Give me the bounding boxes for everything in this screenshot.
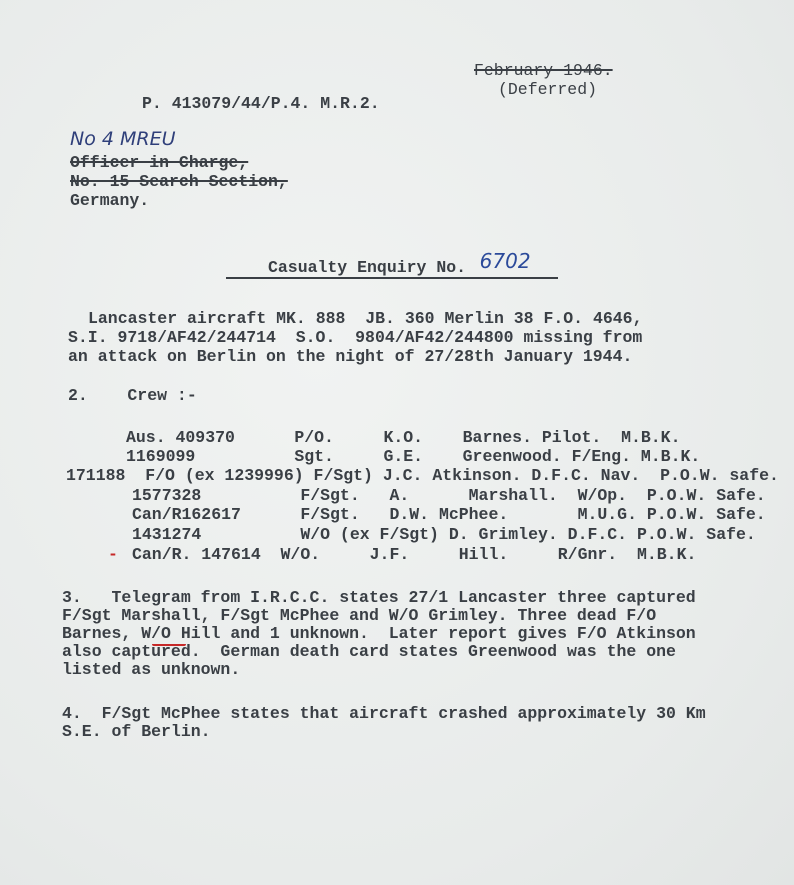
paragraph-line: an attack on Berlin on the night of 27/28th January 1944. [68,347,633,366]
handwritten-enquiry-number: 6702 [479,249,531,273]
date-struck: February 1946. [474,61,613,80]
paragraph-line: 4. F/Sgt McPhee states that aircraft crashed approximately 30 Km [62,704,706,723]
red-margin-mark: - [108,545,118,564]
title-label: Casualty Enquiry No. [268,258,467,277]
paragraph-line: S.E. of Berlin. [62,722,211,741]
paragraph-line: also captured. German death card states Greenwood was the one [62,642,676,661]
addressee-line-struck: No. 15 Search Section, [70,172,288,191]
addressee-country: Germany. [70,191,150,210]
crew-row: 1577328 F/Sgt. A. Marshall. W/Op. P.O.W. Safe. [132,486,766,505]
reference-number: P. 413079/44/P.4. M.R.2. [142,94,380,113]
paragraph-line: Barnes, W/O Hill and 1 unknown. Later report gives F/O Atkinson [62,624,696,643]
paragraph-line: listed as unknown. [62,660,241,679]
paragraph-line: S.I. 9718/AF42/244714 S.O. 9804/AF42/244800 missing from [68,328,643,347]
paragraph-line: Lancaster aircraft MK. 888 JB. 360 Merlin 38 F.O. 4646, [88,309,643,328]
handwritten-addressee: No 4 MREU [70,128,176,150]
crew-heading: 2. Crew :- [68,386,197,405]
crew-row: Can/R. 147614 W/O. J.F. Hill. R/Gnr. M.B.K. [132,545,697,564]
page-title [226,249,558,279]
crew-row: Aus. 409370 P/O. K.O. Barnes. Pilot. M.B.K. [126,428,681,447]
crew-row: 171188 F/O (ex 1239996) F/Sgt) J.C. Atkinson. D.F.C. Nav. P.O.W. safe. [66,466,779,485]
paragraph-line: F/Sgt Marshall, F/Sgt McPhee and W/O Grimley. Three dead F/O [62,606,657,625]
addressee-line-struck: Officer in Charge, [70,153,249,172]
crew-row: Can/R162617 F/Sgt. D.W. McPhee. M.U.G. P.O.W. Safe. [132,505,766,524]
deferred-note: (Deferred) [498,80,598,99]
crew-row: 1169099 Sgt. G.E. Greenwood. F/Eng. M.B.K. [126,447,701,466]
crew-row: 1431274 W/O (ex F/Sgt) D. Grimley. D.F.C. P.O.W. Safe. [132,525,756,544]
paragraph-line: 3. Telegram from I.R.C.C. states 27/1 Lancaster three captured [62,588,696,607]
